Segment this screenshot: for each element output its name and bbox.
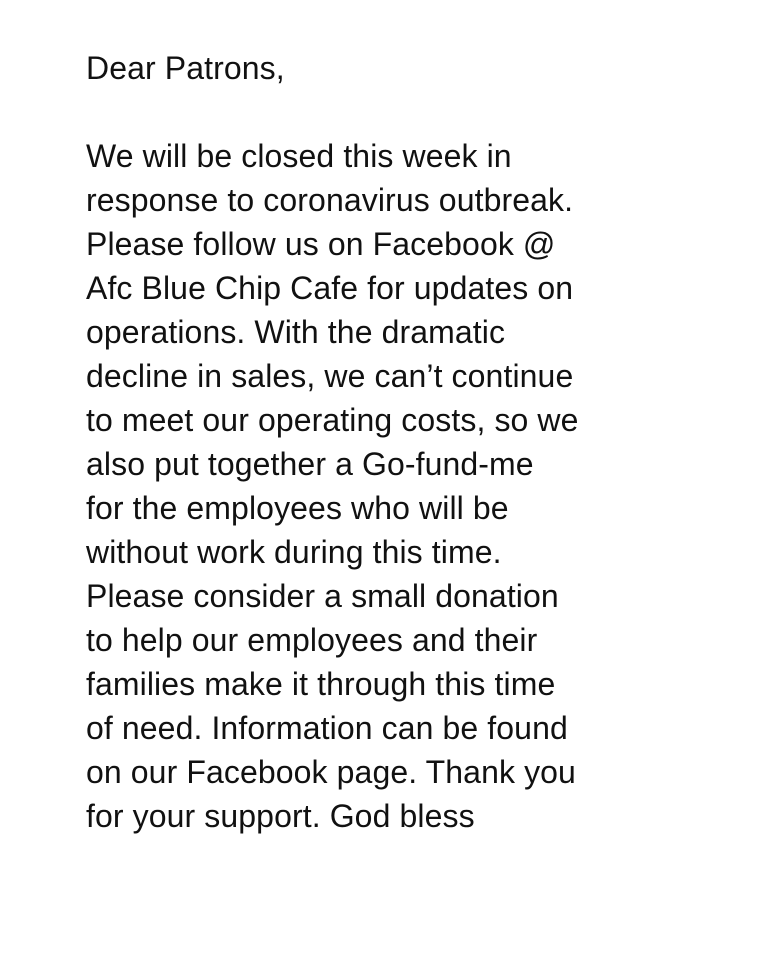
- body-line: response to coronavirus outbreak.: [86, 182, 574, 218]
- body-line: on our Facebook page. Thank you: [86, 754, 576, 790]
- body-line: We will be closed this week in: [86, 138, 512, 174]
- body-line: to meet our operating costs, so we: [86, 402, 579, 438]
- body-line: Afc Blue Chip Cafe for updates on: [86, 270, 574, 306]
- body-line: to help our employees and their: [86, 622, 538, 658]
- notice-body: [86, 134, 746, 838]
- body-line: for your support. God bless: [86, 798, 475, 834]
- body-line: for the employees who will be: [86, 490, 509, 526]
- body-line: decline in sales, we can’t continue: [86, 358, 574, 394]
- closure-notice: [86, 46, 746, 838]
- body-line: Please consider a small donation: [86, 578, 559, 614]
- body-line: operations. With the dramatic: [86, 314, 506, 350]
- body-line: also put together a Go-fund-me: [86, 446, 534, 482]
- body-line: of need. Information can be found: [86, 710, 568, 746]
- body-line: without work during this time.: [86, 534, 502, 570]
- body-line: families make it through this time: [86, 666, 556, 702]
- greeting: Dear Patrons,: [86, 50, 285, 86]
- body-line: Please follow us on Facebook @: [86, 226, 556, 262]
